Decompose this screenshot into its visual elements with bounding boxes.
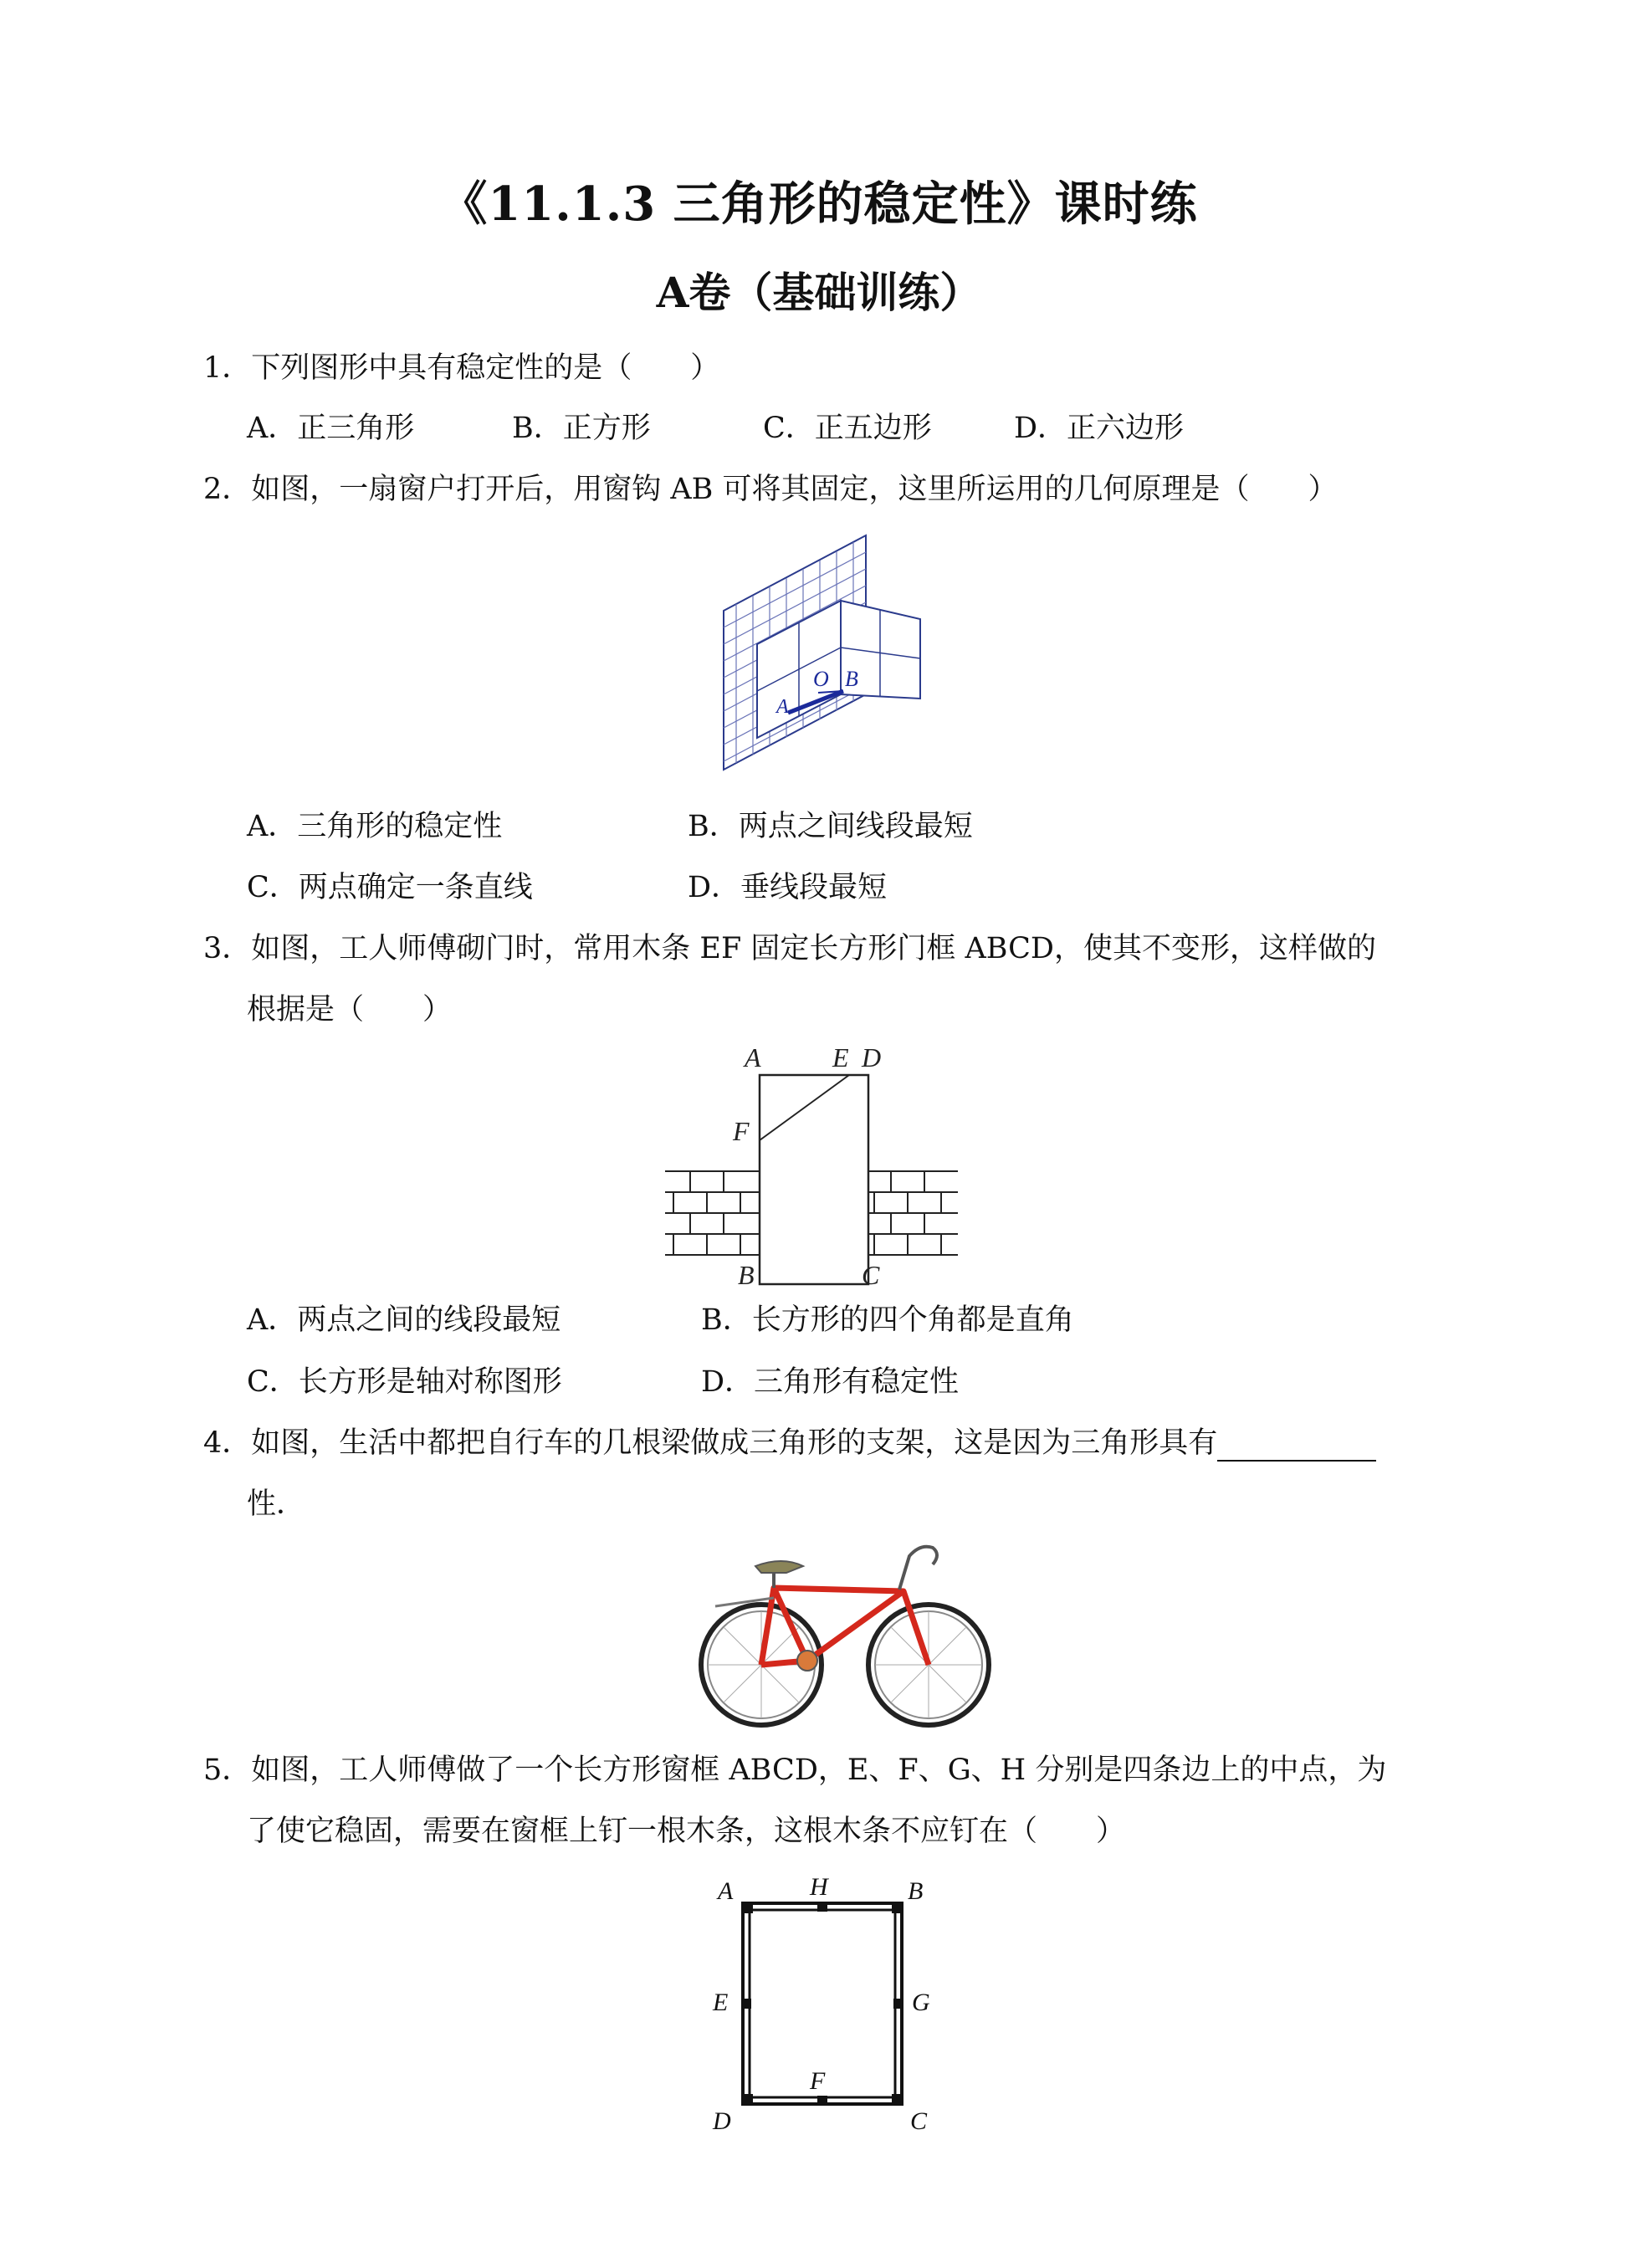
section-subtitle: A卷（基础训练） xyxy=(656,268,982,317)
q1-option-c: C．正五边形 xyxy=(763,412,932,445)
q5-label-b: B xyxy=(908,1877,924,1905)
q4-bicycle-figure xyxy=(690,1531,1000,1732)
q4-stem-line2: 性． xyxy=(247,1487,306,1521)
q5-label-a: A xyxy=(718,1877,734,1905)
q3-option-d: D．三角形有稳定性 xyxy=(701,1365,960,1399)
q3-label-e: E xyxy=(832,1042,849,1073)
q3-option-c: C．长方形是轴对称图形 xyxy=(247,1365,562,1399)
q2-label-a: A xyxy=(776,696,789,718)
q3-stem-line2: 根据是（ ） xyxy=(247,993,453,1026)
q2-stem: 2．如图，一扇窗户打开后，用窗钩 AB 可将其固定，这里所运用的几何原理是（ ） xyxy=(203,473,1338,506)
q3-label-f: F xyxy=(733,1116,750,1146)
q1-stem: 1．下列图形中具有稳定性的是（ ） xyxy=(203,351,720,385)
q5-label-h: H xyxy=(810,1873,828,1901)
q1-option-d: D．正六边形 xyxy=(1014,412,1185,445)
q5-label-f: F xyxy=(810,2067,826,2095)
q4-answer-blank[interactable] xyxy=(1217,1431,1376,1462)
q2-window-figure xyxy=(719,527,937,795)
q3-label-a: A xyxy=(745,1042,761,1073)
q2-option-b: B．两点之间线段最短 xyxy=(688,810,973,843)
q5-stem-line2: 了使它稳固，需要在窗框上钉一根木条，这根木条不应钉在（ ） xyxy=(247,1815,1126,1848)
q5-label-e: E xyxy=(713,1989,729,2016)
q5-window-frame-figure xyxy=(703,1870,945,2137)
q2-option-d: D．垂线段最短 xyxy=(688,871,888,904)
q3-label-c: C xyxy=(862,1260,880,1290)
q2-option-c: C．两点确定一条直线 xyxy=(247,871,533,904)
page-title: 《11.1.3 三角形的稳定性》课时练 xyxy=(440,177,1198,232)
q5-stem-line1: 5．如图，工人师傅做了一个长方形窗框 ABCD，E、F、G、H 分别是四条边上的中点，为 xyxy=(203,1753,1387,1787)
q5-label-d: D xyxy=(713,2107,731,2135)
q3-door-figure xyxy=(661,1042,970,1293)
q3-label-d: D xyxy=(862,1042,882,1073)
q3-option-b: B．长方形的四个角都是直角 xyxy=(701,1303,1074,1337)
q4-stem-line1 xyxy=(203,1425,1376,1462)
q4-stem-text: 4．如图，生活中都把自行车的几根梁做成三角形的支架，这是因为三角形具有 xyxy=(203,1426,1218,1460)
q3-stem-line1: 3．如图，工人师傅砌门时，常用木条 EF 固定长方形门框 ABCD，使其不变形，这样做的 xyxy=(203,932,1376,965)
q1-option-b: B．正方形 xyxy=(512,412,651,445)
q5-label-g: G xyxy=(912,1989,930,2016)
q5-label-c: C xyxy=(910,2107,928,2135)
q3-label-b: B xyxy=(738,1260,755,1290)
q1-option-a: A．正三角形 xyxy=(247,412,415,445)
q2-option-a: A．三角形的稳定性 xyxy=(247,810,503,843)
q3-option-a: A．两点之间的线段最短 xyxy=(247,1303,561,1337)
q2-label-o: O xyxy=(813,667,829,691)
q2-label-b: B xyxy=(845,667,858,691)
